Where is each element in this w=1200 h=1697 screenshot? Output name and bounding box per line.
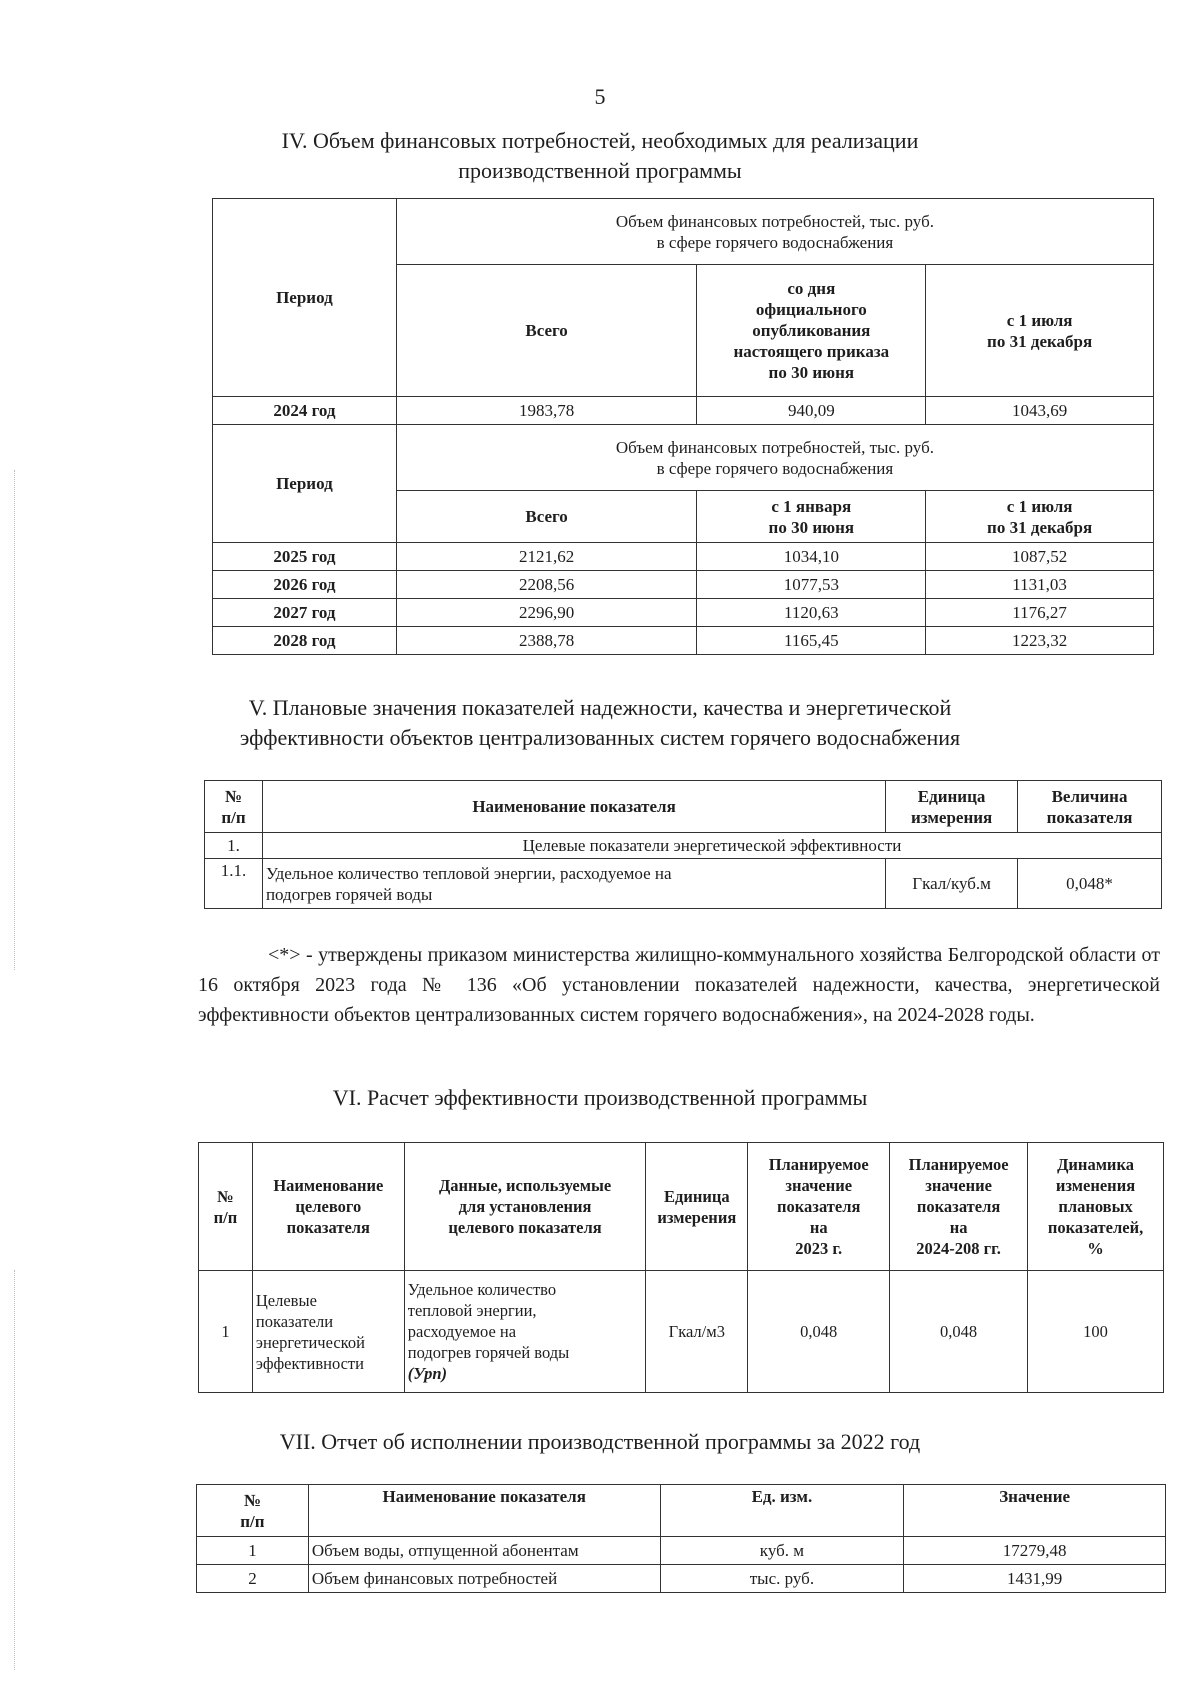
table-row: 1 Целевые показатели энергетической эффективности Удельное количество тепловой энергии, расходуемое на подогрев горячей воды (Урп) Гкал/м3 0,048 0,048 100 [199, 1271, 1164, 1393]
section-7-title: VII. Отчет об исполнении производственной программы за 2022 год [279, 1429, 921, 1454]
table-row: 2026 год 2208,56 1077,53 1131,03 [213, 571, 1154, 599]
col-jul-dec-header: с 1 июля по 31 декабря [926, 265, 1154, 397]
financial-needs-table [212, 198, 1154, 655]
table-row: 2028 год 2388,78 1165,45 1223,32 [213, 627, 1154, 655]
table-row: 2024 год 1983,78 940,09 1043,69 [213, 397, 1154, 425]
section-4-title: IV. Объем финансовых потребностей, необходимых для реализации производственной программы [281, 128, 919, 183]
value-header: Величина показателя [1018, 781, 1162, 833]
efficiency-table: № п/п Наименование целевого показателя Данные, используемые для установления целевого показателя Единица измерения Планируемое значение показателя на 2023 г. Планируемое значение показателя на 2024-208 гг. Динамика изменения плановых показателей, % 1 Целевые показатели энергетической эффективности Удельное количество тепловой энергии, расходуемое на подогрев горячей воды (Урп) Гкал/м3 0,048 0,048 100 [198, 1142, 1164, 1393]
col-total-header: Всего [396, 491, 697, 543]
section-6-title: VI. Расчет эффективности производственной программы [332, 1085, 868, 1110]
report-table: № п/п Наименование показателя Ед. изм. Значение 1 Объем воды, отпущенной абонентам куб. м 17279,48 2 Объем финансовых потребностей тыс. руб. 1431,99 [196, 1484, 1166, 1593]
table-row: 2025 год 2121,62 1034,10 1087,52 [213, 543, 1154, 571]
col-jul-dec-header: с 1 июля по 31 декабря [926, 491, 1154, 543]
col-jan-jun-header: с 1 января по 30 июня [697, 491, 926, 543]
name-header: Наименование показателя [262, 781, 885, 833]
table-row: 2 Объем финансовых потребностей тыс. руб. 1431,99 [197, 1565, 1166, 1593]
table-row: 1.1. Удельное количество тепловой энергии, расходуемое на подогрев горячей воды Гкал/куб.м 0,048* [205, 859, 1162, 909]
unit-header: Единица измерения [886, 781, 1018, 833]
period-header: Период [213, 425, 397, 543]
col-total-header: Всего [396, 265, 697, 397]
footnote: <*> - утверждены приказом министерства жилищно-коммунального хозяйства Белгородской области от 16 октября 2023 года № 136 «Об установлении показателей надежности, качества, энергетической эффективности объектов централизованных систем горячего водоснабжения», на 2024-2028 годы. [198, 944, 1160, 1026]
fin-needs-header: Объем финансовых потребностей, тыс. руб. в сфере горячего водоснабжения [396, 425, 1153, 491]
page-number: 5 [594, 84, 606, 109]
table-row: 2027 год 2296,90 1120,63 1176,27 [213, 599, 1154, 627]
indicators-table [204, 780, 1162, 909]
table-row: 1. Целевые показатели энергетической эффективности [205, 833, 1162, 859]
table-row: 1 Объем воды, отпущенной абонентам куб. м 17279,48 [197, 1537, 1166, 1565]
section-5-title: V. Плановые значения показателей надежности, качества и энергетической эффективности объектов централизованных систем горячего водоснабжения [239, 695, 961, 750]
period-header: Период [213, 199, 397, 397]
num-header: № п/п [205, 781, 263, 833]
scan-margin-dots [14, 1270, 15, 1670]
fin-needs-header: Объем финансовых потребностей, тыс. руб. в сфере горячего водоснабжения [396, 199, 1153, 265]
col-from-publication-header: со дня официального опубликования настоящего приказа по 30 июня [697, 265, 926, 397]
